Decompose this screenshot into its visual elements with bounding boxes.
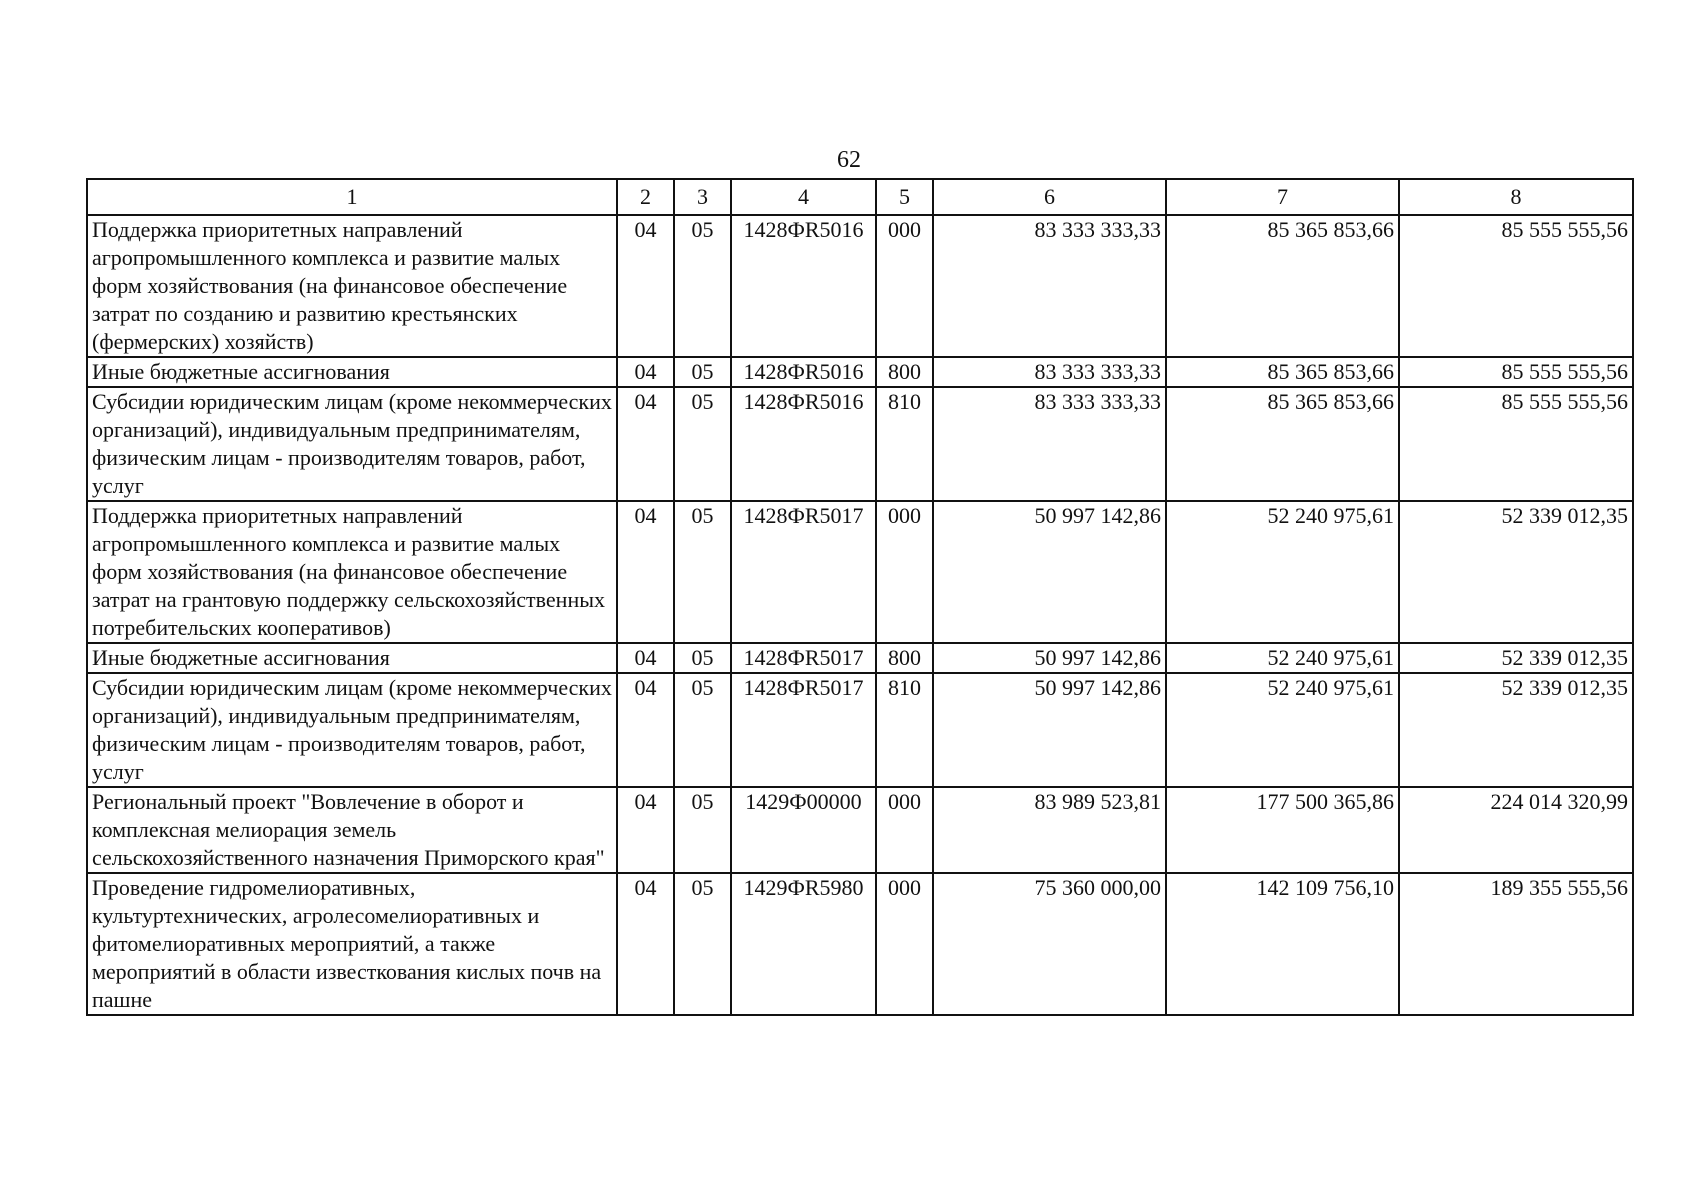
budget-table [86, 178, 1634, 1016]
row-name: Иные бюджетные ассигнования [87, 643, 617, 673]
row-amount-6: 83 333 333,33 [933, 357, 1166, 387]
row-amount-8: 224 014 320,99 [1399, 787, 1633, 873]
row-expense-type: 000 [876, 215, 933, 357]
row-subsection: 05 [674, 873, 731, 1015]
header-col-1: 1 [87, 179, 617, 215]
row-amount-7: 52 240 975,61 [1166, 673, 1399, 787]
row-subsection: 05 [674, 215, 731, 357]
row-section: 04 [617, 873, 674, 1015]
row-section: 04 [617, 387, 674, 501]
row-subsection: 05 [674, 357, 731, 387]
table-row [87, 787, 1633, 873]
table-row [87, 643, 1633, 673]
row-section: 04 [617, 215, 674, 357]
row-expense-type: 800 [876, 643, 933, 673]
table-row [87, 387, 1633, 501]
row-section: 04 [617, 673, 674, 787]
table-row [87, 673, 1633, 787]
row-amount-8: 52 339 012,35 [1399, 501, 1633, 643]
table-row [87, 215, 1633, 357]
row-amount-8: 52 339 012,35 [1399, 643, 1633, 673]
row-section: 04 [617, 643, 674, 673]
row-amount-7: 142 109 756,10 [1166, 873, 1399, 1015]
row-subsection: 05 [674, 643, 731, 673]
row-section: 04 [617, 357, 674, 387]
row-target-article: 1428ФR5017 [731, 673, 876, 787]
row-amount-6: 83 333 333,33 [933, 215, 1166, 357]
row-subsection: 05 [674, 387, 731, 501]
row-amount-7: 177 500 365,86 [1166, 787, 1399, 873]
row-name: Проведение гидромелиоративных, культуртехнических, агролесомелиоративных и фитомелиоративных мероприятий, а также мероприятий в области известкования кислых почв на пашне [87, 873, 617, 1015]
row-target-article: 1428ФR5016 [731, 387, 876, 501]
row-amount-6: 50 997 142,86 [933, 673, 1166, 787]
row-section: 04 [617, 501, 674, 643]
row-subsection: 05 [674, 787, 731, 873]
row-target-article: 1429Ф00000 [731, 787, 876, 873]
row-subsection: 05 [674, 501, 731, 643]
row-amount-7: 85 365 853,66 [1166, 215, 1399, 357]
row-amount-7: 85 365 853,66 [1166, 387, 1399, 501]
row-expense-type: 800 [876, 357, 933, 387]
row-name: Поддержка приоритетных направлений агропромышленного комплекса и развитие малых форм хозяйствования (на финансовое обеспечение затрат по созданию и развитию крестьянских (фермерских) хозяйств) [87, 215, 617, 357]
row-name: Региональный проект "Вовлечение в оборот и комплексная мелиорация земель сельскохозяйственного назначения Приморского края" [87, 787, 617, 873]
header-col-8: 8 [1399, 179, 1633, 215]
row-expense-type: 810 [876, 673, 933, 787]
row-amount-8: 85 555 555,56 [1399, 215, 1633, 357]
row-name: Поддержка приоритетных направлений агропромышленного комплекса и развитие малых форм хозяйствования (на финансовое обеспечение затрат на грантовую поддержку сельскохозяйственных потребительских кооперативов) [87, 501, 617, 643]
header-col-4: 4 [731, 179, 876, 215]
row-amount-6: 50 997 142,86 [933, 643, 1166, 673]
row-amount-8: 189 355 555,56 [1399, 873, 1633, 1015]
header-col-3: 3 [674, 179, 731, 215]
header-col-2: 2 [617, 179, 674, 215]
table-row [87, 357, 1633, 387]
row-target-article: 1428ФR5016 [731, 215, 876, 357]
row-amount-7: 85 365 853,66 [1166, 357, 1399, 387]
row-name: Субсидии юридическим лицам (кроме некоммерческих организаций), индивидуальным предпринимателям, физическим лицам - производителям товаров, работ, услуг [87, 387, 617, 501]
header-col-5: 5 [876, 179, 933, 215]
row-name: Иные бюджетные ассигнования [87, 357, 617, 387]
row-target-article: 1428ФR5017 [731, 501, 876, 643]
row-amount-7: 52 240 975,61 [1166, 643, 1399, 673]
row-amount-6: 83 989 523,81 [933, 787, 1166, 873]
row-amount-7: 52 240 975,61 [1166, 501, 1399, 643]
row-amount-6: 50 997 142,86 [933, 501, 1166, 643]
row-name: Субсидии юридическим лицам (кроме некоммерческих организаций), индивидуальным предпринимателям, физическим лицам - производителям товаров, работ, услуг [87, 673, 617, 787]
row-target-article: 1428ФR5016 [731, 357, 876, 387]
row-target-article: 1429ФR5980 [731, 873, 876, 1015]
row-subsection: 05 [674, 673, 731, 787]
row-amount-8: 85 555 555,56 [1399, 357, 1633, 387]
row-section: 04 [617, 787, 674, 873]
row-amount-8: 85 555 555,56 [1399, 387, 1633, 501]
header-col-6: 6 [933, 179, 1166, 215]
table-row [87, 501, 1633, 643]
row-amount-8: 52 339 012,35 [1399, 673, 1633, 787]
row-expense-type: 000 [876, 873, 933, 1015]
row-expense-type: 810 [876, 387, 933, 501]
header-col-7: 7 [1166, 179, 1399, 215]
header-row [87, 179, 1633, 215]
row-amount-6: 75 360 000,00 [933, 873, 1166, 1015]
page-number: 62 [837, 147, 861, 173]
row-target-article: 1428ФR5017 [731, 643, 876, 673]
row-amount-6: 83 333 333,33 [933, 387, 1166, 501]
row-expense-type: 000 [876, 787, 933, 873]
table-row [87, 873, 1633, 1015]
row-expense-type: 000 [876, 501, 933, 643]
